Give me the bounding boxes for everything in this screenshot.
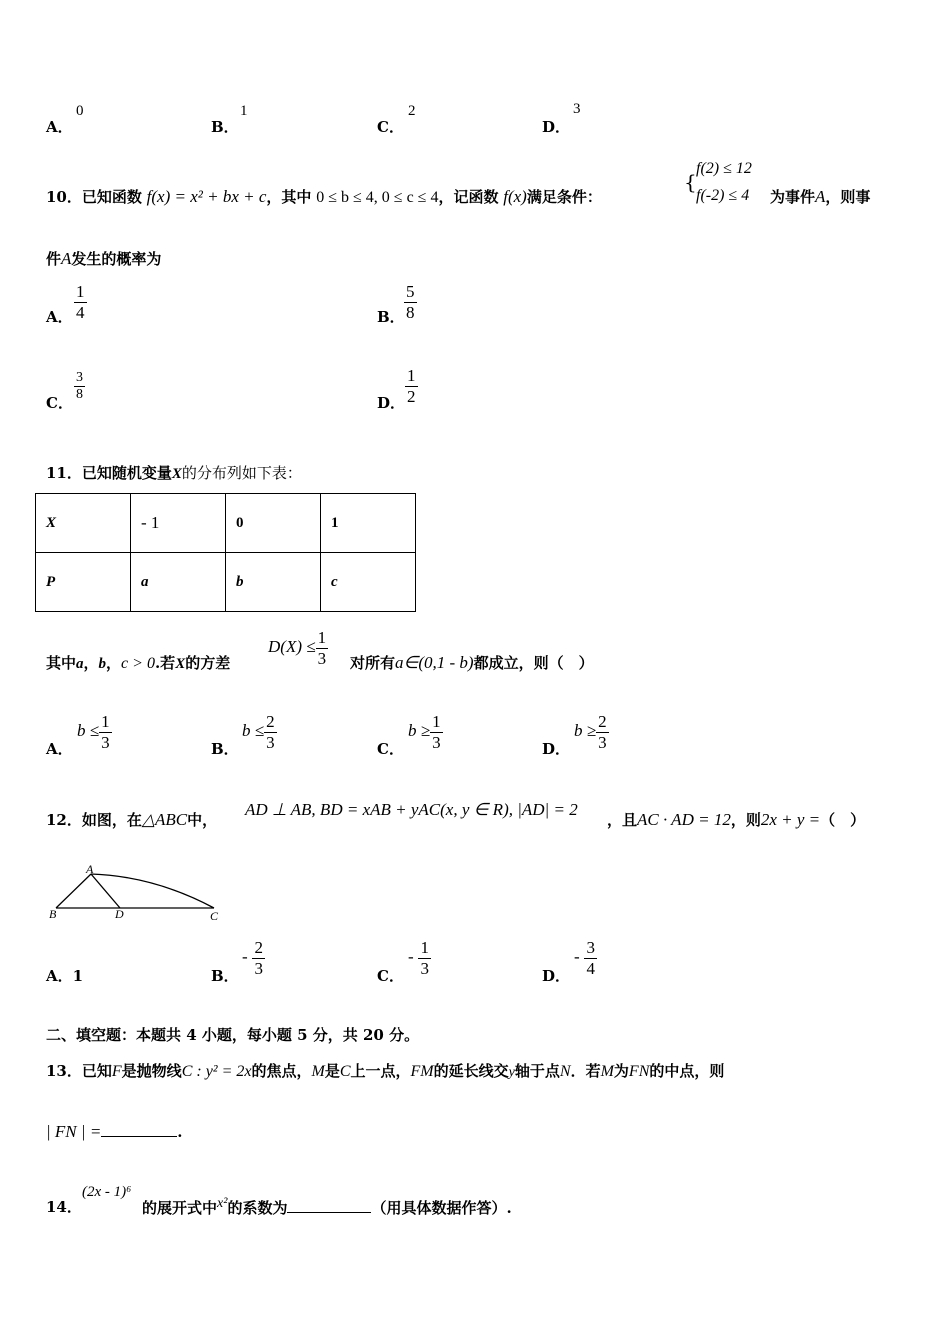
table-cell: c [321,553,416,612]
q11-option-d-label: D． [542,740,571,758]
q11-option-b-expr: b ≤ $\frac{2}{3}$ [242,712,275,752]
q10-brace: { [684,170,697,194]
distribution-table [35,493,416,612]
q10-option-d-fraction: $\frac{1}{2}$ [407,366,416,406]
q12-option-b-expr: - $\frac{2}{3}$ [242,938,263,978]
q10-stem-tail: 为事件A，则事 [770,187,871,206]
q9-option-a-label: A． [46,118,73,136]
q11-variance: D(X) ≤ $\frac{1}{3}$ [268,628,327,668]
q11-option-c-expr: b ≥ $\frac{1}{3}$ [408,712,441,752]
q12-option-c-label: C． [377,967,404,985]
table-cell: X [36,494,131,553]
table-cell: 0 [226,494,321,553]
triangle-figure [44,860,234,926]
figure-label-d: D [115,907,124,921]
q9-option-c-value: 2 [408,103,416,119]
table-cell: b [226,553,321,612]
q10-option-d-label: D． [377,394,406,412]
q9-option-c-label: C． [377,118,404,136]
q11-condition-tail: 对所有a∈(0,1 - b)都成立，则（ ） [350,653,594,672]
q12-option-d-label: D． [542,967,571,985]
figure-label-c: C [210,909,219,923]
q13-answer-blank[interactable] [101,1122,177,1137]
figure-label-a: A [86,862,94,876]
q12-stem-tail: ，且AC · AD = 12，则2x + y =（ ） [607,810,866,829]
q10-option-b-label: B． [377,308,405,326]
q9-option-d-value: 3 [573,101,581,117]
q10-option-c-label: C． [46,394,73,412]
table-cell: P [36,553,131,612]
q14-expression: (2x - 1)⁶ [82,1184,132,1200]
q10-option-a-fraction: $\frac{1}{4}$ [76,282,85,322]
q11-stem: 11．已知随机变量X的分布列如下表： [46,464,302,482]
q12-option-c-expr: - $\frac{1}{3}$ [408,938,429,978]
q12-option-b-label: B． [211,967,239,985]
q10-system-2: f(-2) ≤ 4 [696,187,750,204]
q14-stem: 14． [46,1198,82,1216]
section-heading: 二、填空题：本题共 4 小题，每小题 5 分，共 20 分。 [46,1026,420,1044]
q14-answer-blank[interactable] [287,1198,371,1213]
q10-option-b-fraction: $\frac{5}{8}$ [406,282,415,322]
q12-condition: AD ⊥ AB, BD = xAB + yAC(x, y ∈ R), |AD| = 2 [245,800,578,819]
q9-option-b-value: 1 [240,103,248,119]
q12-option-d-expr: - $\frac{3}{4}$ [574,938,595,978]
q11-option-a-label: A． [46,740,73,758]
q11-option-b-label: B． [211,740,239,758]
table-cell: a [131,553,226,612]
q10-option-c-fraction: $\frac{3}{8}$ [76,370,83,403]
table-row [36,494,416,553]
q12-stem: 12．如图，在△ABC中， [46,810,218,829]
q11-option-a-expr: b ≤ $\frac{1}{3}$ [77,712,110,752]
q11-option-c-label: C． [377,740,404,758]
table-cell: 1 [321,494,416,553]
figure-label-b: B [49,907,57,921]
q10-stem: 10．已知函数 f(x) = x² + bx + c，其中 0 ≤ b ≤ 4, 0 ≤ c ≤ 4，记函数 f(x)满足条件： [46,187,602,206]
q13-answer-line: | FN | = . [46,1122,183,1141]
q11-condition: 其中a，b，c > 0.若X的方差 [46,654,231,672]
q10-system-1: f(2) ≤ 12 [696,160,752,177]
q9-option-d-label: D． [542,118,571,136]
q10-stem-line2: 件A发生的概率为 [46,249,162,268]
table-row [36,553,416,612]
q11-option-d-expr: b ≥ $\frac{2}{3}$ [574,712,607,752]
q12-option-a: A．1 [46,967,84,985]
q14-stem-body: 的展开式中x²的系数为 （用具体数据作答）. [142,1196,512,1217]
q10-option-a-label: A． [46,308,73,326]
q13-stem: 13．已知F是抛物线C : y² = 2x的焦点，M是C上一点，FM的延长线交y轴于点N．若M为FN的中点，则 [46,1062,725,1080]
q9-option-b-label: B． [211,118,239,136]
q9-option-a-value: 0 [76,103,84,119]
table-cell: - 1 [131,494,226,553]
